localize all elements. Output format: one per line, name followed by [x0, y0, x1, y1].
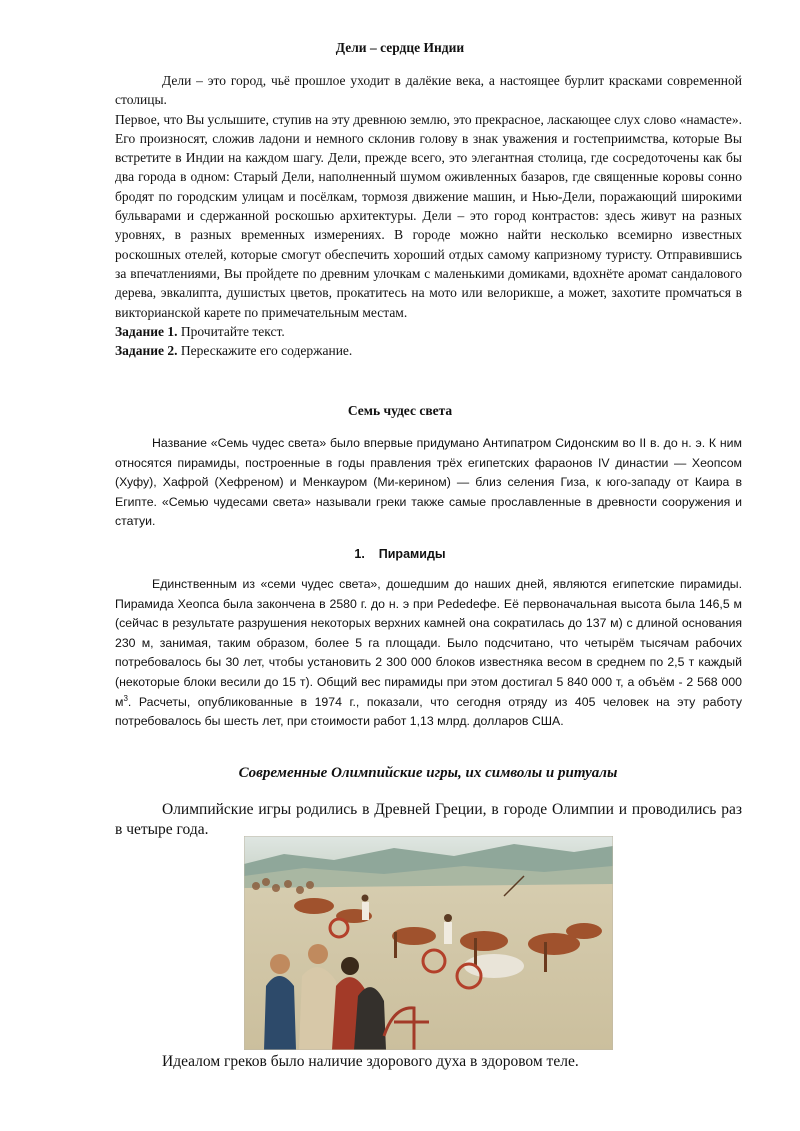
olympics-paragraph: Олимпийские игры родились в Древней Греции, в городе Олимпии и проводились раз в четыре года.: [115, 801, 742, 838]
pyramids-paragraph: [115, 575, 742, 732]
delhi-paragraph-1: Дели – это город, чьё прошлое уходит в далёкие века, а настоящее бурлит красками современной столицы.: [115, 73, 742, 108]
pyramids-text-b: . Расчеты, опубликованные в 1974 г., показали, что сегодня отряду из 405 человек на эту работу потребовалось бы шесть лет, при стоимости работ 1,13 млрд. долларов США.: [115, 694, 742, 729]
task-2: [115, 341, 742, 360]
chariot-race-illustration: [244, 836, 613, 1050]
task-1-label: Задание 1.: [115, 323, 178, 339]
olympics-title: Современные Олимпийские игры, их символы и ритуалы: [238, 765, 618, 781]
pyramids-body: [115, 575, 742, 732]
wonders-paragraph: Название «Семь чудес света» было впервые придумано Антипатром Сидонским во II в. до н. э. К ним относятся пирамиды, построенные в годы правления трёх египетских фараонов IV династии — Хеопсом (Хуфу), Хафрой (Хефреном) и Менкауром (Ми-керином) — близ селения Гиза, к юго-западу от Каира в Египте. «Семью чудесами света» называли греки также самые прославленные в древности сооружения и статуи.: [115, 436, 742, 529]
olympics-caption: Идеалом греков было наличие здорового духа в здоровом теле.: [162, 1053, 579, 1070]
delhi-body: [115, 71, 742, 360]
task-2-label: Задание 2.: [115, 343, 178, 359]
wonders-body: [115, 434, 742, 532]
pyramids-heading: [0, 547, 800, 561]
chariot-race-painting: [244, 836, 613, 1050]
wonders-title: Семь чудес света: [347, 403, 453, 418]
delhi-title: Дели – сердце Индии: [335, 40, 465, 55]
task-2-text: Перескажите его содержание.: [177, 343, 353, 359]
pyramids-title: Пирамиды: [378, 547, 446, 561]
delhi-paragraph-2: Первое, что Вы услышите, ступив на эту древнюю землю, это прекрасное, ласкающее слух слово «намасте». Его произносят, сложив ладони и немного склонив голову в знак уважения и гостеприимства, которые Вы встретите в Индии на каждом шагу. Дели, прежде всего, это элегантная столица, где сосредоточены как бы два города в одном: Старый Дели, наполненный шумом оживленных базаров, где священные коровы сонно бродят по городским улицам и посёлкам, тормозя движение машин, и Нью-Дели, поражающий широкими бульварами и сдержанной роскошью архитектуры. Дели – это город контрастов: здесь живут на разных уровнях, в разных временных измерениях. В городе можно найти несколько всемирно известных роскошных отелей, которые смогут обеспечить хороший отдых самому капризному туристу. Отправившись за впечатлениями, Вы пройдете по древним улочкам с маленькими домиками, вдохнёте аромат сандалового дерева, эвкалипта, душистых цветов, прокатитесь на мото или велорикше, а может, захотите промчаться в викторианской карете по примечательным местам.: [115, 111, 743, 320]
pyramids-number: 1.: [354, 547, 365, 561]
olympics-body: [115, 800, 742, 840]
task-1-text: Прочитайте текст.: [177, 323, 285, 339]
pyramids-text-a: Единственным из «семи чудес света», дошедшим до наших дней, являются египетские пирамиды. Пирамида Хеопса была закончена в 2580 г. до н. э при Рededефе. Её первоначальная высота была 146,5 м (сейчас в результате разрушения некоторых верхних камней она сократилась до 137 м) с длиной основания 230 м, занимая, таким образом, более 5 га площади. Было подсчитано, что четырём тысячам рабочих потребовалось бы 30 лет, чтобы установить 2 300 000 блоков известняка весом в среднем по 2,5 т каждый (некоторые блоки весили до 15 т). Общий вес пирамиды при этом достигал 5 840 000 т, а объём - 2 568 000 м: [115, 577, 742, 709]
cubic-superscript: 3: [123, 693, 128, 703]
task-1: [115, 322, 742, 341]
